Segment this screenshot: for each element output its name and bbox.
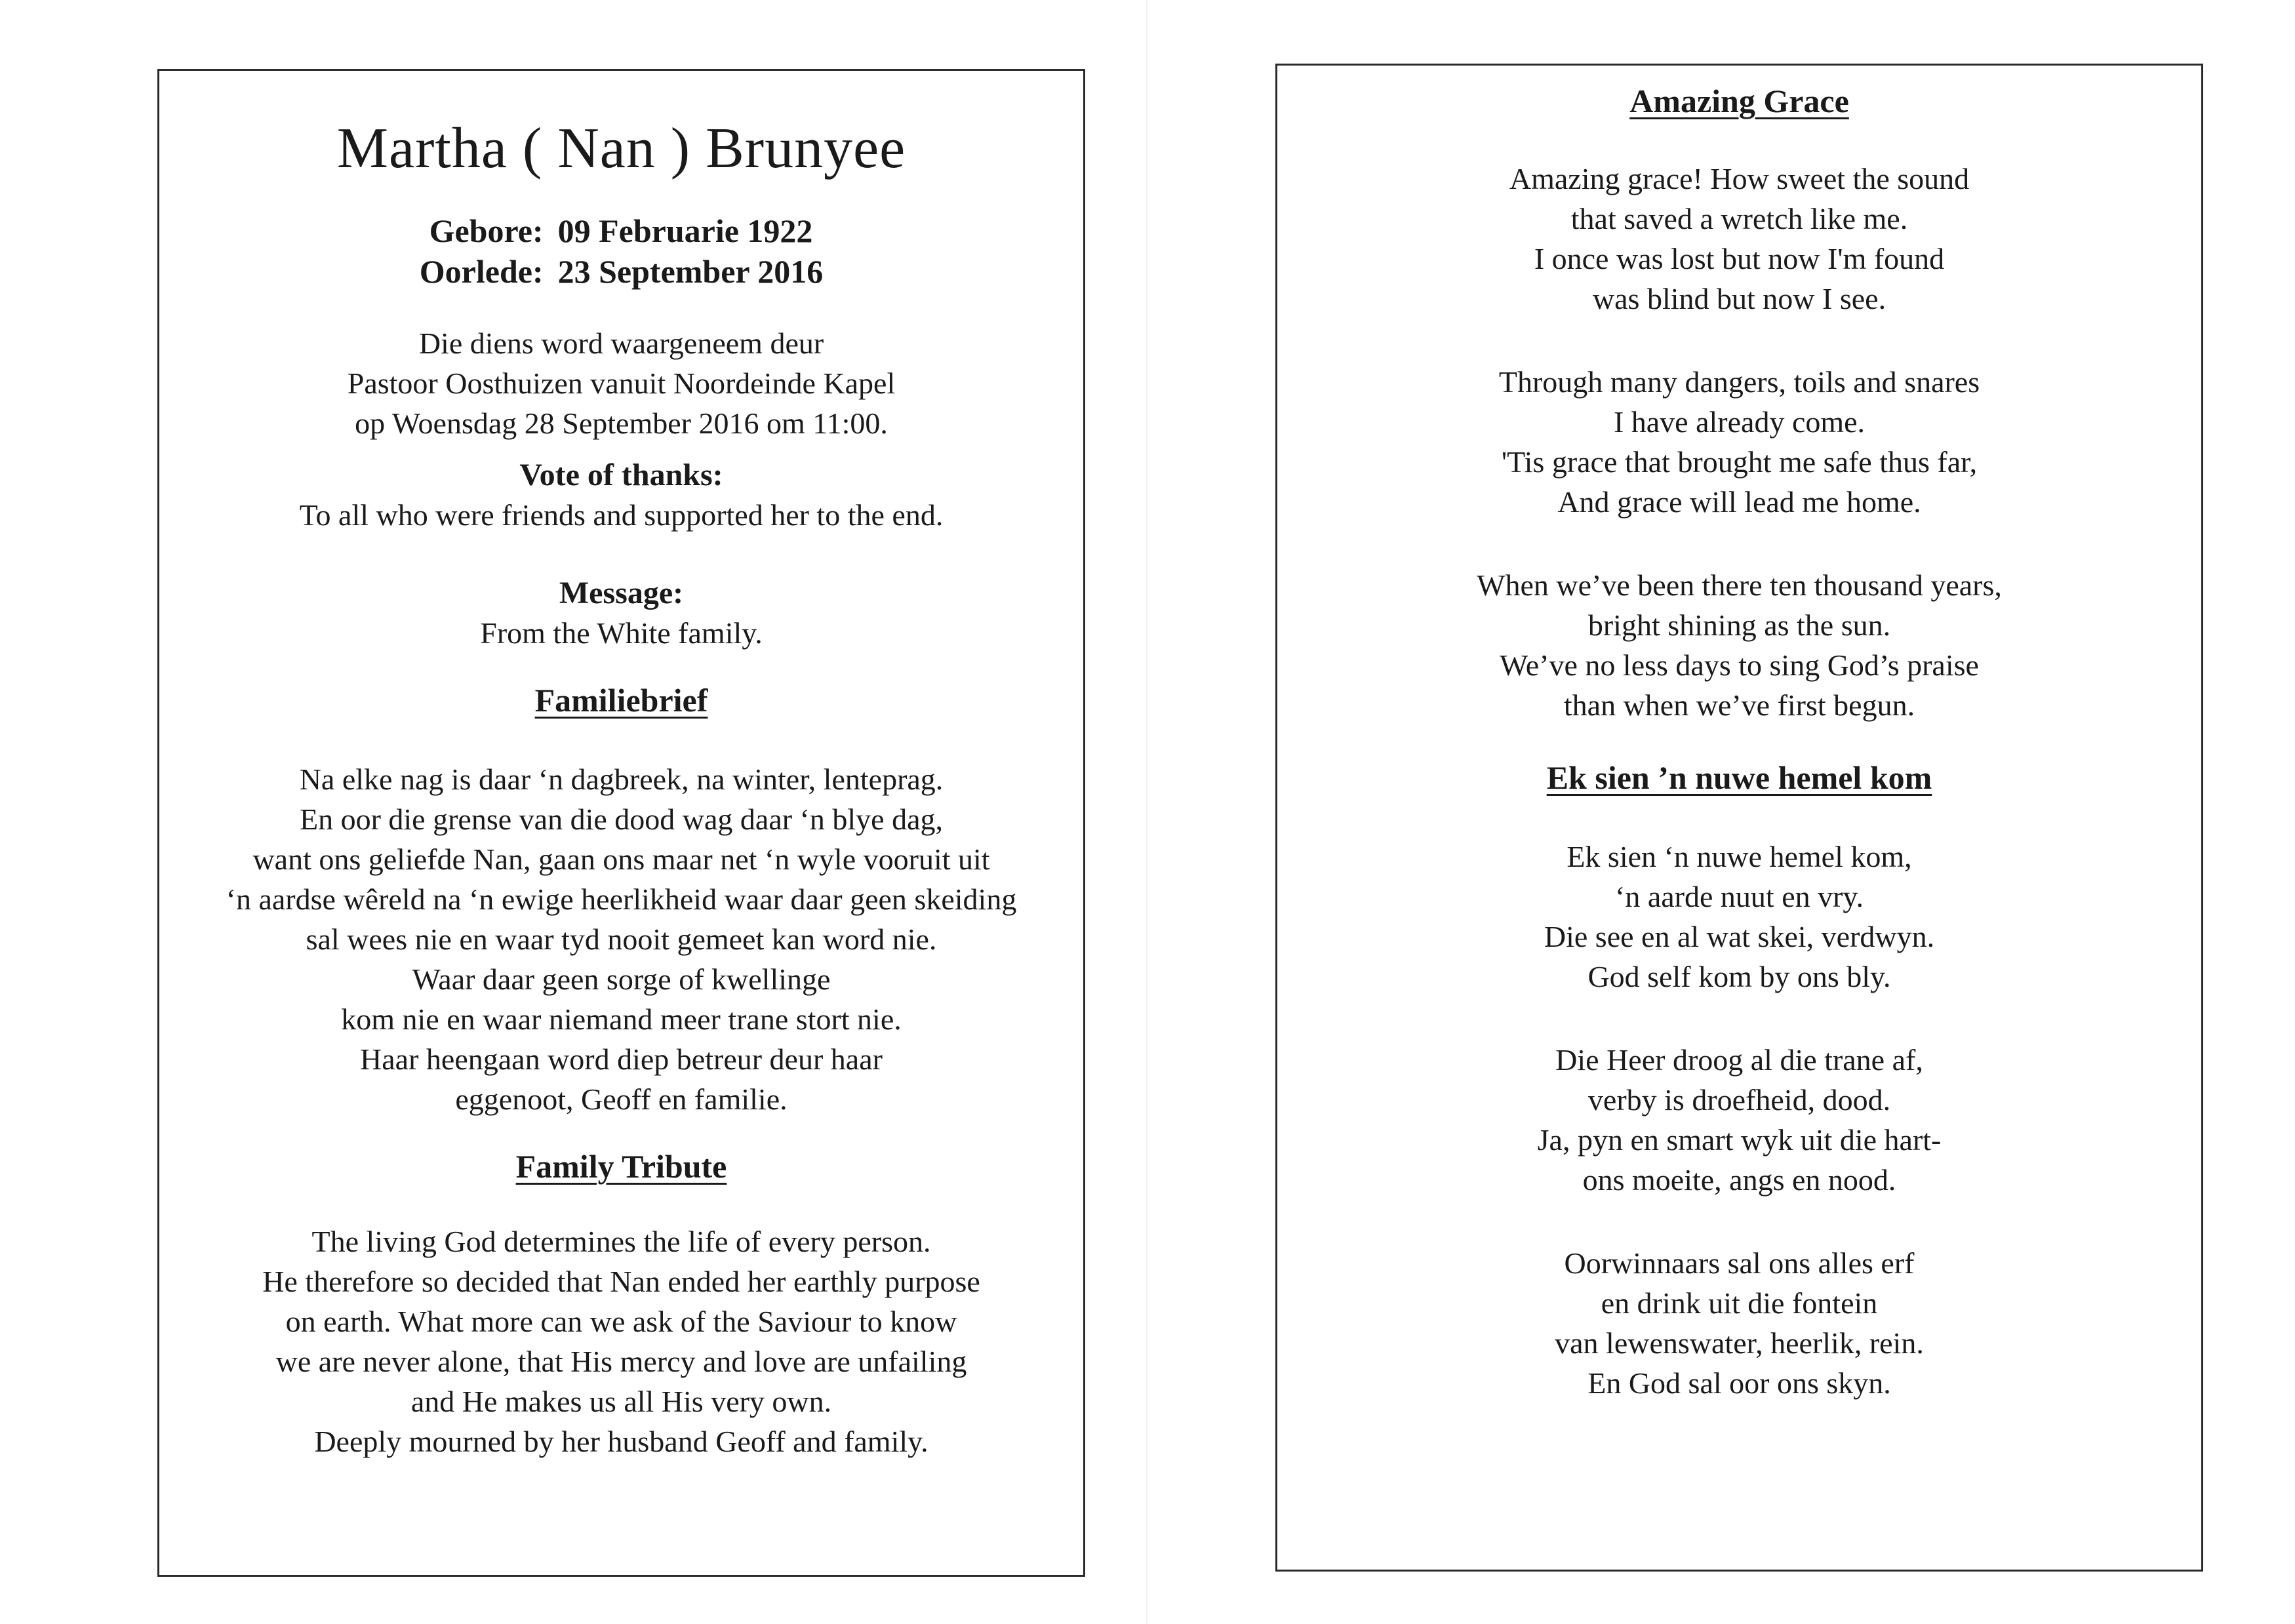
familiebrief-line: Waar daar geen sorge of kwellinge xyxy=(412,962,831,996)
family-tribute-text xyxy=(159,1221,1083,1461)
hymn-line: Oorwinnaars sal ons alles erf xyxy=(1564,1246,1915,1280)
born-label: Gebore: xyxy=(429,212,544,249)
service-line: op Woensdag 28 September 2016 om 11:00. xyxy=(355,406,888,440)
hymn-line: Ja, pyn en smart wyk uit die hart- xyxy=(1537,1123,1942,1157)
nuwe-hemel-verse-3 xyxy=(1277,1243,2201,1403)
hymn-line: When we’ve been there ten thousand years, xyxy=(1477,568,2002,602)
familiebrief-line: ‘n aardse wêreld na ‘n ewige heerlikheid waar daar geen skeiding xyxy=(226,882,1017,916)
tribute-line: and He makes us all His very own. xyxy=(410,1385,832,1418)
family-tribute-heading: Family Tribute xyxy=(515,1148,727,1185)
nuwe-hemel-verse-1 xyxy=(1277,837,2201,997)
amazing-grace-title: Amazing Grace xyxy=(1629,83,1849,119)
tribute-line: we are never alone, that His mercy and love are unfailing xyxy=(275,1345,967,1378)
message-text: From the White family. xyxy=(480,616,763,650)
thanks-heading: Vote of thanks: xyxy=(519,458,723,492)
familiebrief-text xyxy=(159,759,1083,1119)
page-fold-line xyxy=(1146,0,1148,1624)
hymn-line: Ek sien ‘n nuwe hemel kom, xyxy=(1567,840,1912,873)
familiebrief-line: Na elke nag is daar ‘n dagbreek, na winter, lenteprag. xyxy=(299,762,944,796)
tribute-line: He therefore so decided that Nan ended her earthly purpose xyxy=(262,1265,980,1298)
amazing-grace-verse-3 xyxy=(1277,565,2201,725)
hymn-line: God self kom by ons bly. xyxy=(1587,960,1891,993)
nuwe-hemel-title: Ek sien ’n nuwe hemel kom xyxy=(1546,759,1932,796)
hymn-line: En God sal oor ons skyn. xyxy=(1587,1366,1891,1400)
hymn-line: verby is droefheid, dood. xyxy=(1587,1083,1891,1117)
tribute-line: Deeply mourned by her husband Geoff and family. xyxy=(314,1425,928,1458)
hymn-line: Through many dangers, toils and snares xyxy=(1498,365,1980,399)
familiebrief-line: En oor die grense van die dood wag daar ‘n blye dag, xyxy=(299,802,943,836)
hymn-line: was blind but now I see. xyxy=(1592,282,1886,315)
familiebrief-line: want ons geliefde Nan, gaan ons maar net ‘n wyle vooruit uit xyxy=(252,842,990,876)
thanks-text: To all who were friends and supported her to the end. xyxy=(299,498,944,532)
hymn-line: And grace will lead me home. xyxy=(1557,485,1921,519)
hymn-line: en drink uit die fontein xyxy=(1601,1286,1878,1320)
birth-row xyxy=(420,210,823,251)
hymn-line: Die see en al wat skei, verdwyn. xyxy=(1544,920,1935,953)
hymn-line: ons moeite, angs en nood. xyxy=(1582,1163,1896,1197)
service-line: Die diens word waargeneem deur xyxy=(418,327,824,360)
tribute-line: on earth. What more can we ask of the Saviour to know xyxy=(285,1305,957,1338)
familiebrief-heading: Familiebrief xyxy=(534,682,708,719)
hymn-line: I once was lost but now I'm found xyxy=(1534,242,1945,275)
familiebrief-line: Haar heengaan word diep betreur deur haar xyxy=(360,1042,883,1076)
died-value: 23 September 2016 xyxy=(557,253,824,290)
died-label: Oorlede: xyxy=(419,253,544,290)
hymn-line: I have already come. xyxy=(1613,405,1866,439)
hymn-line: Amazing grace! How sweet the sound xyxy=(1509,162,1970,195)
familiebrief-line: sal wees nie en waar tyd nooit gemeet kan word nie. xyxy=(306,922,937,956)
hymn-line: We’ve no less days to sing God’s praise xyxy=(1500,648,1979,682)
death-row xyxy=(420,251,823,292)
familiebrief-line: kom nie en waar niemand meer trane stort nie. xyxy=(341,1002,902,1036)
service-line: Pastoor Oosthuizen vanuit Noordeinde Kapel xyxy=(347,366,896,400)
hymn-line: ‘n aarde nuut en vry. xyxy=(1615,880,1864,913)
service-details xyxy=(159,323,1083,443)
amazing-grace-verse-2 xyxy=(1277,362,2201,522)
hymn-line: Die Heer droog al die trane af, xyxy=(1555,1043,1923,1077)
tribute-line: The living God determines the life of every person. xyxy=(311,1225,931,1258)
birth-death-dates xyxy=(420,210,823,292)
right-page-panel xyxy=(1275,64,2203,1572)
amazing-grace-verse-1 xyxy=(1277,159,2201,319)
deceased-name: Martha ( Nan ) Brunyee xyxy=(336,117,906,180)
hymn-line: 'Tis grace that brought me safe thus far, xyxy=(1501,445,1978,479)
left-page-panel xyxy=(157,69,1085,1577)
born-value: 09 Februarie 1922 xyxy=(557,212,813,249)
familiebrief-line: eggenoot, Geoff en familie. xyxy=(455,1082,788,1116)
nuwe-hemel-verse-2 xyxy=(1277,1040,2201,1200)
hymn-line: bright shining as the sun. xyxy=(1587,608,1891,642)
hymn-line: that saved a wretch like me. xyxy=(1570,202,1908,235)
message-heading: Message: xyxy=(559,576,684,610)
hymn-line: van lewenswater, heerlik, rein. xyxy=(1555,1326,1924,1360)
hymn-line: than when we’ve first begun. xyxy=(1563,688,1915,722)
